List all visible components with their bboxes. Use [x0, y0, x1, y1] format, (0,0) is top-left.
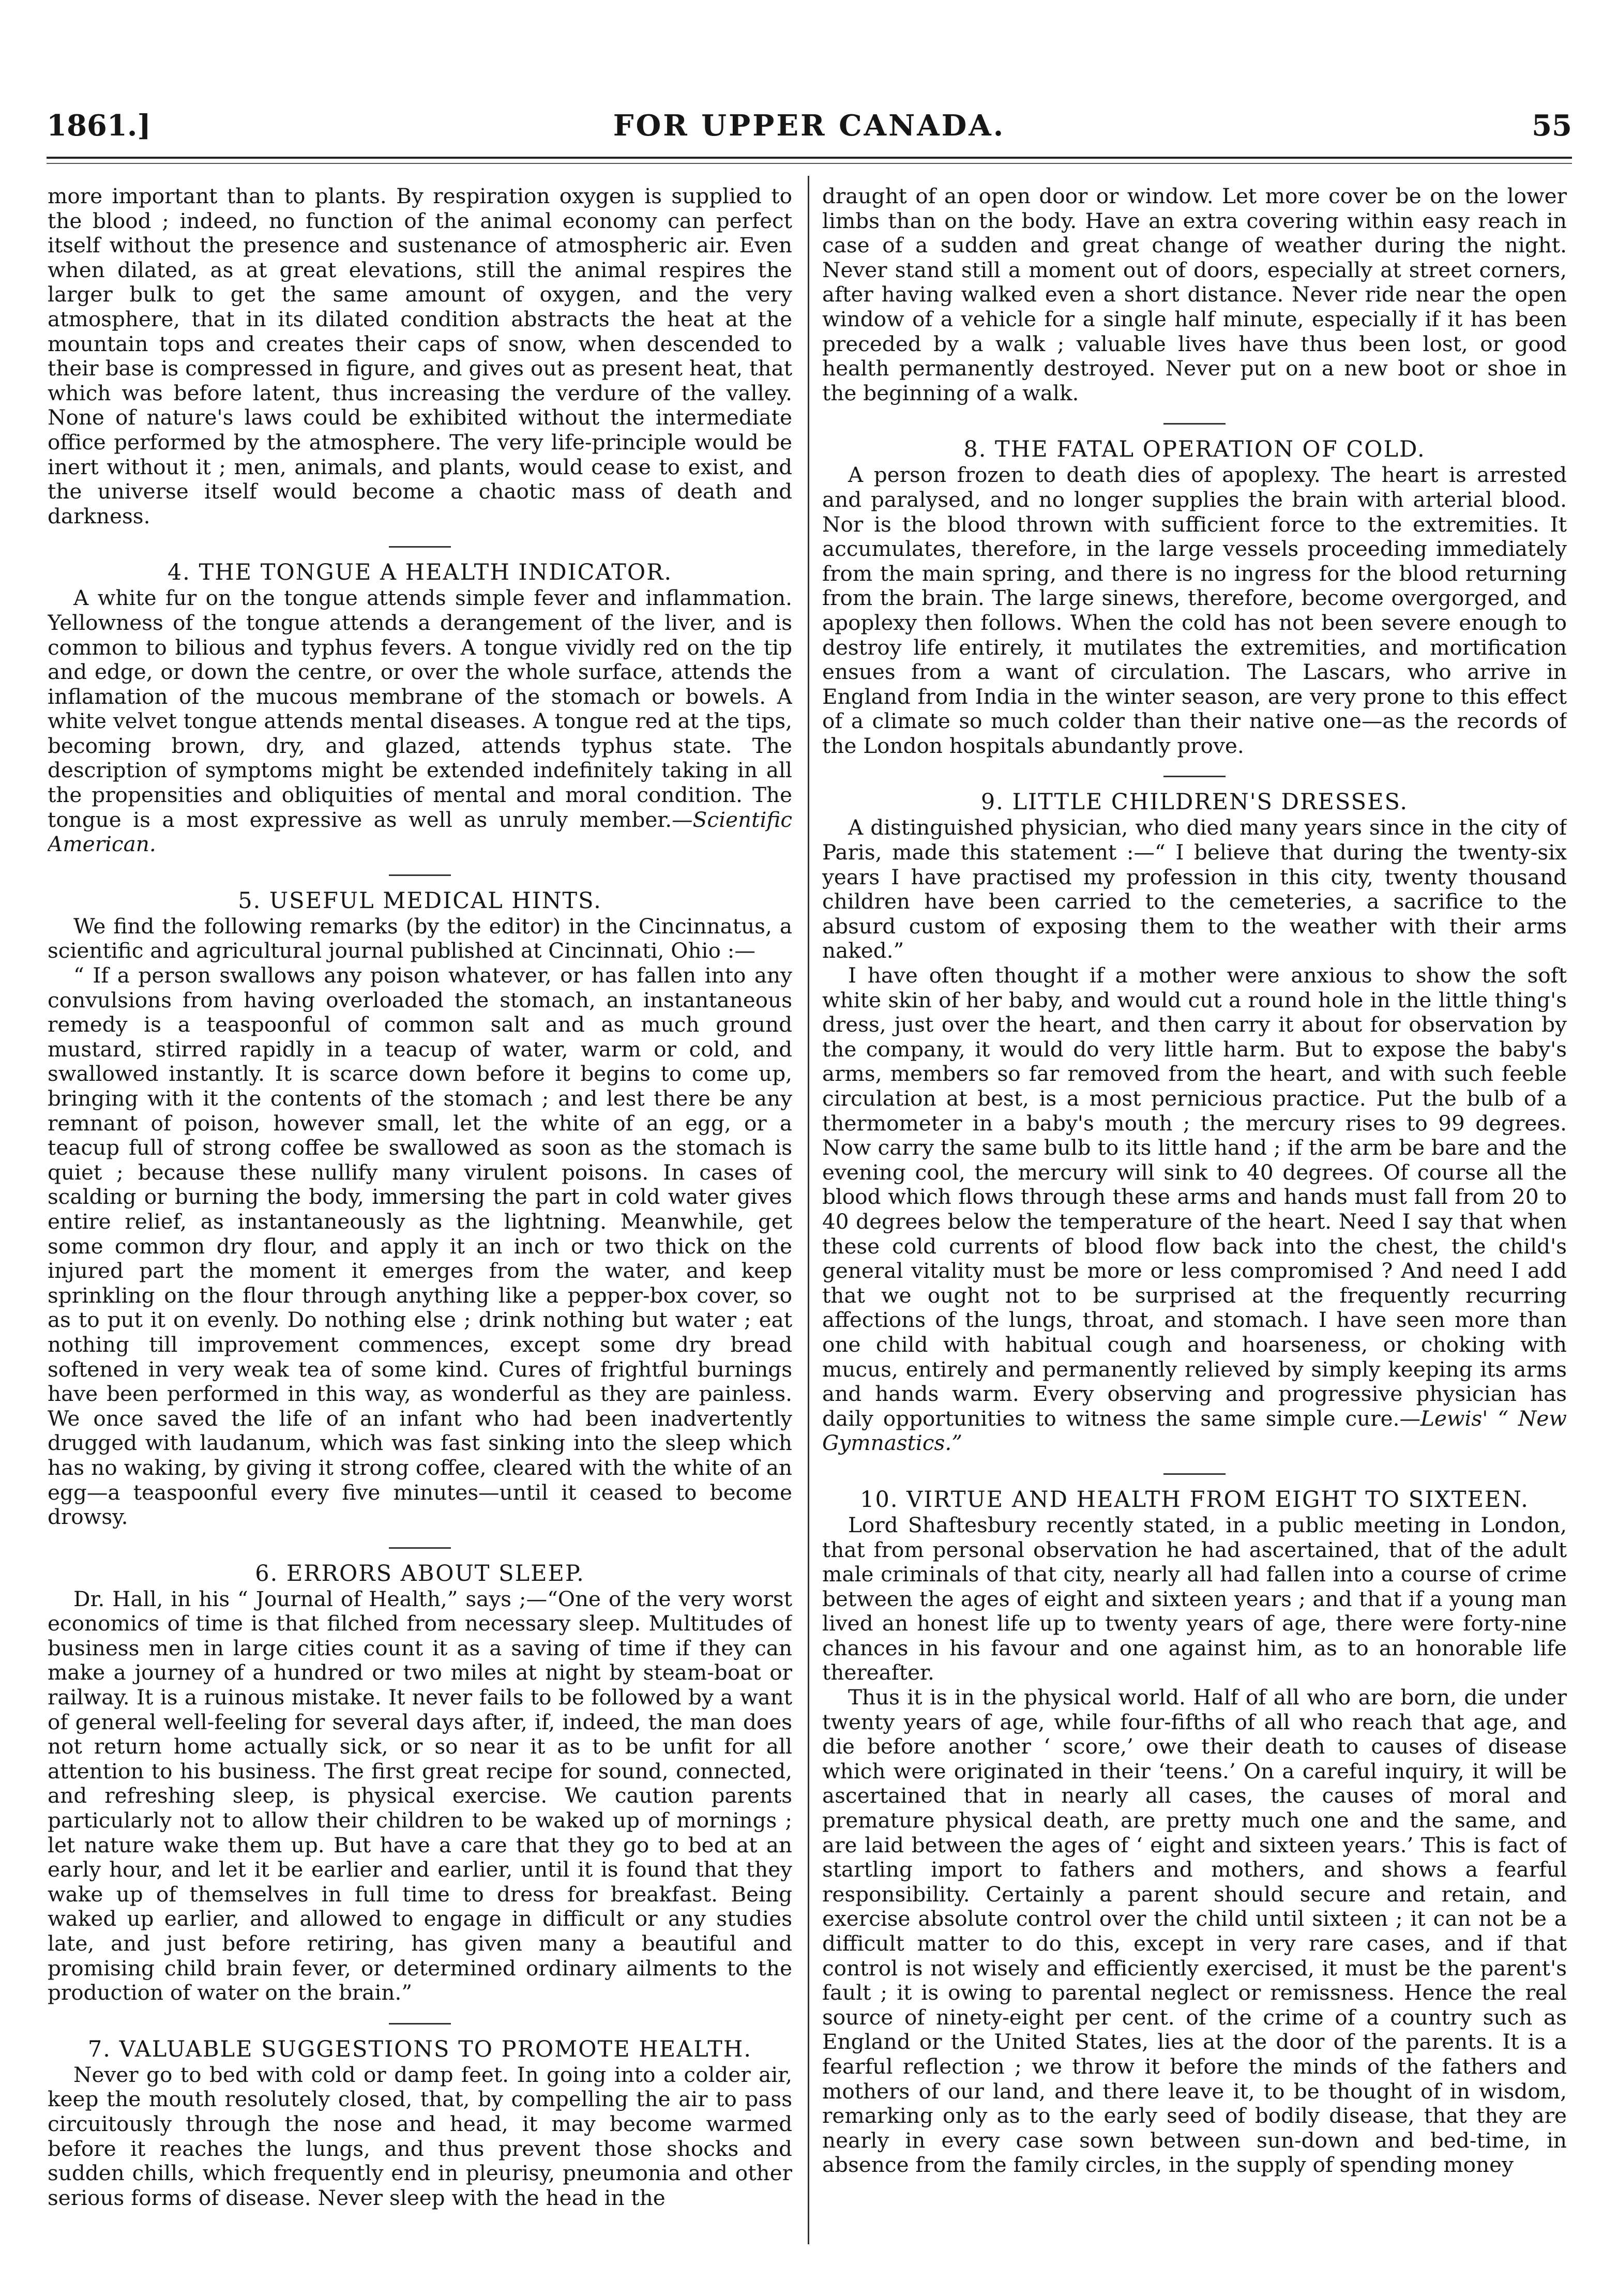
- section-9-para-2: [822, 963, 1567, 1456]
- section-separator: [1163, 1473, 1226, 1475]
- section-separator: [389, 1547, 451, 1549]
- section-6-heading: 6. ERRORS ABOUT SLEEP.: [255, 1560, 585, 1587]
- header-rule-thin: [47, 163, 1572, 164]
- section-7-continuation: draught of an open door or window. Let more cover be on the lower limbs than on the body. Have an extra covering within easy reach in case of a sudden and great change of weather during the night. Never stand still a moment out of doors, especially at street corners, after having walked even a short distance. Never ride near the open window of a vehicle for a single half minute, especially if it has been preceded by a walk ; valuable lives have thus been lost, or good health permanently destroyed. Never put on a new boot or shoe in the beginning of a walk.: [822, 184, 1567, 405]
- section-separator: [1163, 776, 1226, 777]
- section-4-body: [48, 586, 792, 857]
- section-separator: [389, 874, 451, 876]
- section-9-heading: 9. LITTLE CHILDREN'S DRESSES.: [980, 789, 1409, 815]
- header-year: 1861.]: [47, 109, 151, 143]
- header-title: FOR UPPER CANADA.: [613, 109, 1006, 143]
- intro-continuation: more important than to plants. By respiration oxygen is supplied to the blood ; indeed, no function of the animal economy can perfect itself without the presence and sustenance of atmospheric air. Even when dilated, as at great elevations, still the animal respires the larger bulk to get the same amount of oxygen, and the very atmosphere, that in its dilated condition abstracts the heat at the mountain tops and creates their caps of snow, when descended to their base is compressed in figure, and gives out as present heat, that which was before latent, thus increasing the verdure of the valley. None of nature's laws could be exhibited without the intermediate office performed by the atmosphere. The very life-principle would be inert without it ; men, animals, and plants, would cease to exist, and the universe itself would become a chaotic mass of death and darkness.: [48, 184, 792, 528]
- section-9-source: —Lewis' “ New Gymnastics.”: [822, 1406, 1567, 1456]
- section-7-body: Never go to bed with cold or damp feet. In going into a colder air, keep the mouth resolutely closed, that, by compelling the air to pass circuitously through the nose and head, it may become warmed before it reaches the lungs, and thus prevent those shocks and sudden chills, which frequently end in pleurisy, pneumonia and other serious forms of disease. Never sleep with the head in the: [48, 2062, 792, 2210]
- running-header: [47, 98, 1572, 150]
- section-5-intro: We find the following remarks (by the editor) in the Cincinnatus, a scientific and agricultural journal published at Cincinnati, Ohio :—: [48, 913, 792, 963]
- section-6-body: Dr. Hall, in his “ Journal of Health,” says ;—“One of the very worst economics of time is that filched from necessary sleep. Multitudes of business men in large cities count it as a saving of time if they can make a journey of a hundred or two miles at night by steam-boat or railway. It is a ruinous mistake. It never fails to be followed by a want of general well-feeling for several days after, if, indeed, the man does not return home actually sick, or so near it as to be unfit for all attention to his business. The first great recipe for sound, connected, and refreshing sleep, is physical exercise. We caution parents particularly not to allow their children to be waked up of mornings ; let nature wake them up. But have a care that they go to bed at an early hour, and let it be earlier and earlier, until it is found that they wake up of themselves in full time to dress for breakfast. Being waked up earlier, and allowed to engage in difficult or any studies late, and just before retiring, has given many a beautiful and promising child brain fever, or determined ordinary ailments to the production of water on the brain.”: [48, 1586, 792, 2005]
- section-4-text: A white fur on the tongue attends simple fever and inflammation. Yellowness of the tongue attends a derangement of the liver, and is common to bilious and typhus fevers. A tongue vividly red on the tip and edge, or down the centre, or over the whole surface, attends the inflamation of the mucous membrane of the stomach or bowels. A white velvet tongue attends mental diseases. A tongue red at the tips, becoming brown, dry, and glazed, attends typhus state. The description of symptoms might be extended indefinitely taking in all the propensities and obliquities of mental and moral condition. The tongue is a most expressive as well as unruly member.: [48, 585, 792, 832]
- left-column: [48, 184, 792, 2247]
- section-10-para-1: Lord Shaftesbury recently stated, in a public meeting in London, that from personal observation he had ascertained, that of the adult male criminals of that city, nearly all had fallen into a course of crime between the ages of eight and sixteen years ; and that if a young man lived an honest life up to twenty years of age, there were forty-nine chances in his favour and one against him, as to an honorable life thereafter.: [822, 1512, 1567, 1685]
- right-column: [822, 184, 1567, 2247]
- section-8-body: A person frozen to death dies of apoplexy. The heart is arrested and paralysed, and no longer supplies the brain with arterial blood. Nor is the blood thrown with sufficient force to the extremities. It accumulates, therefore, in the large vessels proceeding immediately from the main spring, and there is no ingress for the blood returning from the brain. The large sinews, therefore, become overgorged, and apoplexy then follows. When the cold has not been severe enough to destroy life entirely, it mutilates the extremities, and mortification ensues from a want of circulation. The Lascars, who arrive in England from India in the winter season, are very prone to this effect of a climate so much colder than their native one—as the records of the London hospitals abundantly prove.: [822, 462, 1567, 758]
- page-number: 55: [1532, 109, 1572, 143]
- section-9-para-1: A distinguished physician, who died many years since in the city of Paris, made this statement :—“ I believe that during the twenty-six years I have practised my profession in this city, twenty thousand children have been carried to the cemeteries, a sacrifice to the absurd custom of exposing them to the weather with their arms naked.”: [822, 815, 1567, 963]
- section-4-heading: 4. THE TONGUE A HEALTH INDICATOR.: [167, 560, 673, 586]
- section-4-source: —Scientific American.: [48, 807, 792, 857]
- section-separator: [1163, 423, 1226, 425]
- section-9-text: I have often thought if a mother were anxious to show the soft white skin of her baby, and would cut a round hole in the little thing's dress, just over the heart, and then carry it about for observation by the company, it would do very little harm. But to expose the baby's arms, members so far removed from the heart, and with such feeble circulation at best, is a most pernicious practice. Put the bulb of a thermometer in a baby's mouth ; the mercury rises to 99 degrees. Now carry the same bulb to its little hand ; if the arm be bare and the evening cool, the mercury will sink to 40 degrees. Of course all the blood which flows through these arms and hands must fall from 20 to 40 degrees below the temperature of the heart. Need I say that when these cold currents of blood flow back into the chest, the child's general vitality must be more or less compromised ? And need I add that we ought not to be surprised at the frequently recurring affections of the lungs, throat, and stomach. I have seen more than one child with habitual cough and hoarseness, or choking with mucus, entirely and permanently relieved by simply keeping its arms and hands warm. Every observing and progressive physician has daily opportunities to witness the same simple cure.: [822, 963, 1567, 1431]
- header-rule-thick: [47, 157, 1572, 159]
- section-8-heading: 8. THE FATAL OPERATION OF COLD.: [963, 436, 1426, 463]
- section-10-heading: 10. VIRTUE AND HEALTH FROM EIGHT TO SIXTEEN.: [860, 1486, 1529, 1513]
- section-7-heading: 7. VALUABLE SUGGESTIONS TO PROMOTE HEALTH.: [87, 2036, 752, 2062]
- section-5-heading: 5. USEFUL MEDICAL HINTS.: [238, 887, 602, 914]
- column-divider: [808, 176, 809, 2244]
- section-separator: [389, 546, 451, 548]
- section-10-para-2: Thus it is in the physical world. Half of all who are born, die under twenty years of age, while four-fifths of all who reach that age, and die before another ‘ score,’ owe their death to causes of disease which were originated in their ‘teens.’ On a careful inquiry, it will be ascertained that in nearly all cases, the causes of moral and premature physical death, are pretty much one and the same, and are laid between the ages of ‘ eight and sixteen years.’ This is fact of startling import to fathers and mothers, and shows a fearful responsibility. Certainly a parent should secure and retain, and exercise absolute control over the child until sixteen ; it can not be a difficult matter to do this, except in very rare cases, and if that control is not wisely and efficiently exercised, it must be the parent's fault ; it is owing to parental neglect or remissness. Hence the real source of ninety-eight per cent. of the crime of a country such as England or the United States, lies at the door of the parents. It is a fearful reflection ; we throw it before the minds of the fathers and mothers of our land, and there leave it, to be thought of in wisdom, remarking only as to the early seed of bodily disease, that they are nearly in every case sown between sun-down and bed-time, in absence from the family circles, in the supply of spending money: [822, 1685, 1567, 2178]
- section-separator: [389, 2023, 451, 2025]
- section-5-body: “ If a person swallows any poison whatever, or has fallen into any convulsions from having overloaded the stomach, an instantaneous remedy is a teaspoonful of common salt and as much ground mustard, stirred rapidly in a teacup of water, warm or cold, and swallowed instantly. It is scarce down before it begins to come up, bringing with it the contents of the stomach ; and lest there be any remnant of poison, however small, let the white of an egg, or a teacup full of strong coffee be swallowed as soon as the stomach is quiet ; because these nullify many virulent poisons. In cases of scalding or burning the body, immersing the part in cold water gives entire relief, as instantaneously as the lightning. Meanwhile, get some common dry flour, and apply it an inch or two thick on the injured part the moment it emerges from the water, and keep sprinkling on the flour through anything like a pepper-box cover, so as to put it on evenly. Do nothing else ; drink nothing but water ; eat nothing till improvement commences, except some dry bread softened in very weak tea of some kind. Cures of frightful burnings have been performed in this way, as wonderful as they are painless. We once saved the life of an infant who had been inadvertently drugged with laudanum, which was fast sinking into the sleep which has no waking, by giving it strong coffee, cleared with the white of an egg—a teaspoonful every five minutes—until it ceased to become drowsy.: [48, 963, 792, 1530]
